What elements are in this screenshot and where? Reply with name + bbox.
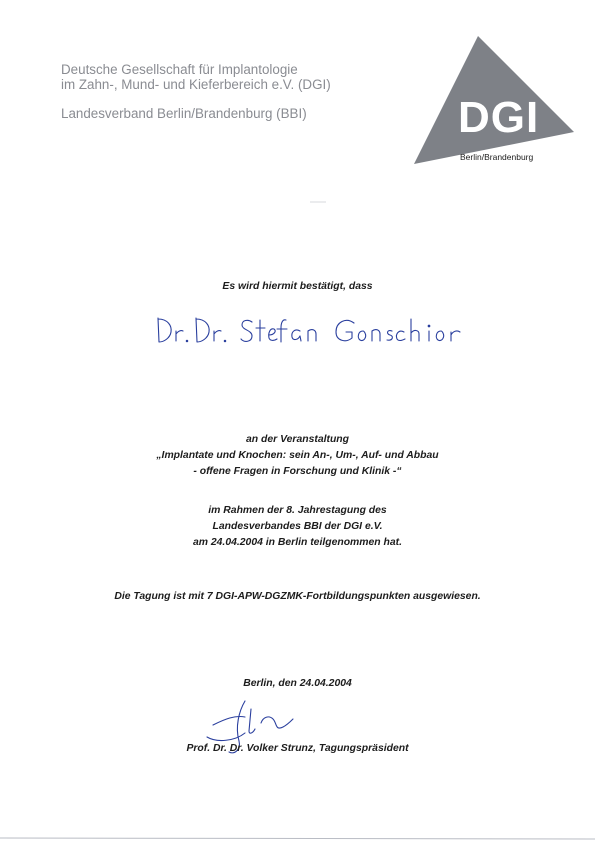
event-intro: an der Veranstaltung bbox=[246, 434, 349, 445]
place-and-date: Berlin, den 24.04.2004 bbox=[243, 678, 352, 689]
logo-subtitle: Berlin/Brandenburg bbox=[460, 152, 534, 162]
event-title-line1: „Implantate und Knochen: sein An-, Um-, Auf- und Abbau bbox=[156, 450, 439, 461]
certificate-intro: Es wird hiermit bestätigt, dass bbox=[222, 281, 373, 292]
signatory: Prof. Dr. Dr. Volker Strunz, Tagungspräsident bbox=[186, 743, 409, 754]
dgi-logo bbox=[414, 36, 574, 166]
letterhead bbox=[61, 62, 331, 121]
event-title-line2: - offene Fragen in Forschung und Klinik -“ bbox=[193, 466, 402, 477]
recipient-handwritten-name bbox=[150, 310, 480, 356]
org-name-line1: Deutsche Gesellschaft für Implantologie bbox=[61, 62, 298, 77]
context-line1: im Rahmen der 8. Jahrestagung des bbox=[208, 505, 387, 516]
org-name-line2: im Zahn-, Mund- und Kieferbereich e.V. (DGI) bbox=[61, 77, 331, 92]
points-statement: Die Tagung ist mit 7 DGI-APW-DGZMK-Fortbildungspunkten ausgewiesen. bbox=[114, 591, 481, 602]
branch-name: Landesverband Berlin/Brandenburg (BBI) bbox=[61, 106, 307, 121]
scan-mark bbox=[308, 200, 328, 204]
context-line2: Landesverbandes BBI der DGI e.V. bbox=[212, 521, 383, 532]
scan-edge bbox=[0, 835, 595, 841]
context-line3: am 24.04.2004 in Berlin teilgenommen hat. bbox=[192, 537, 403, 548]
logo-text: DGI bbox=[458, 93, 540, 142]
